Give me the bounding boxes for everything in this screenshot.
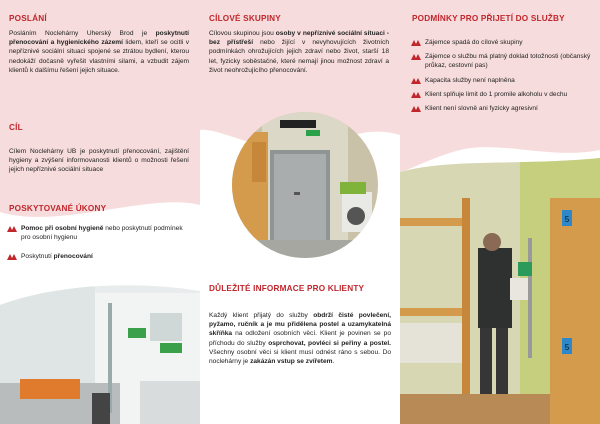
drop-pair-icon: [410, 39, 422, 47]
drop-pair-icon: [6, 253, 18, 261]
drop-pair-icon: [410, 77, 422, 85]
panel-left: [0, 0, 200, 424]
heading-cil: CÍL: [9, 123, 23, 132]
heading-poslani: POSLÁNÍ: [9, 14, 47, 23]
list-item: Zájemce spadá do cílové skupiny: [410, 38, 596, 47]
panel-middle: [200, 0, 400, 424]
cilove-skupiny-text: Cílovou skupinou jsou osoby v nepříznivé sociální situaci - bez přístřeší nebo žijící v nevyhovujících životních podmínkách ohrožujících jejich zdraví nebo život, starší 18 let, fyzicky soběstačné, které nemají jinou možnost zdraví a život neohrožujícího přenocování.: [209, 30, 389, 74]
corridor-photo: [232, 112, 378, 258]
dulezite-informace-text: Každý klient přijatý do služby obdrží čisté povlečení, pyžamo, ručník a je mu přidělena postel a uzamykatelná skříňka na odložení osobních věcí. Klient je povinen se po příchodu do služby osprchovat, povléci si peřiny a postel. Všechny osobní věci si klient musí odnést ráno s sebou. Do noclehárny je zakázán vstup se zvířetem.: [209, 312, 392, 366]
drop-pair-icon: [410, 105, 422, 113]
heading-dulezite-informace: DŮLEŽITÉ INFORMACE PRO KLIENTY: [209, 284, 365, 293]
drop-pair-icon: [6, 225, 18, 233]
list-item: Kapacita služby není naplněna: [410, 76, 596, 85]
bathroom-photo: [0, 283, 200, 424]
ukony-list: [6, 224, 190, 262]
panel-right: [400, 0, 600, 424]
heading-cilove-skupiny: CÍLOVÉ SKUPINY: [209, 14, 281, 23]
heading-podminky: PODMÍNKY PRO PŘIJETÍ DO SLUŽBY: [412, 14, 565, 23]
list-item: Zájemce o službu má platný doklad totožnosti (občanský průkaz, cestovní pas): [410, 52, 596, 70]
podminky-list: [410, 38, 596, 113]
drop-pair-icon: [410, 91, 422, 99]
bed-number-label: 5: [564, 343, 570, 352]
list-item: Poskytnutí přenocování: [6, 252, 190, 261]
cil-text: Cílem Noclehárny UB je poskytnutí přenocování, zajištění hygieny a zvýšení informovanosti klientů o možnosti řešení jejich nepříznivé sociální situace: [9, 148, 189, 174]
drop-pair-icon: [410, 53, 422, 61]
list-item: Pomoc při osobní hygieně nebo poskytnutí podmínek pro osobní hygienu: [6, 224, 190, 242]
heading-ukony: POSKYTOVANÉ ÚKONY: [9, 204, 107, 213]
poslani-text: Posláním Noclehárny Uherský Brod je poskytnutí přenocování a hygienického zázemí lidem, kteří se ocitli v nepříznivé sociální situaci spojené se ztrátou bydlení, kterou nedokáží dočasně vyřešit vlastními silami, a vzbudit zájem klientů k dalšímu řešení jejich situace.: [9, 30, 189, 74]
bed-number-label: 5: [564, 215, 570, 224]
list-item: Klient splňuje limit do 1 promile alkoholu v dechu: [410, 90, 596, 99]
list-item: Klient není slovně ani fyzicky agresivní: [410, 104, 596, 113]
dormitory-photo: [400, 158, 600, 424]
